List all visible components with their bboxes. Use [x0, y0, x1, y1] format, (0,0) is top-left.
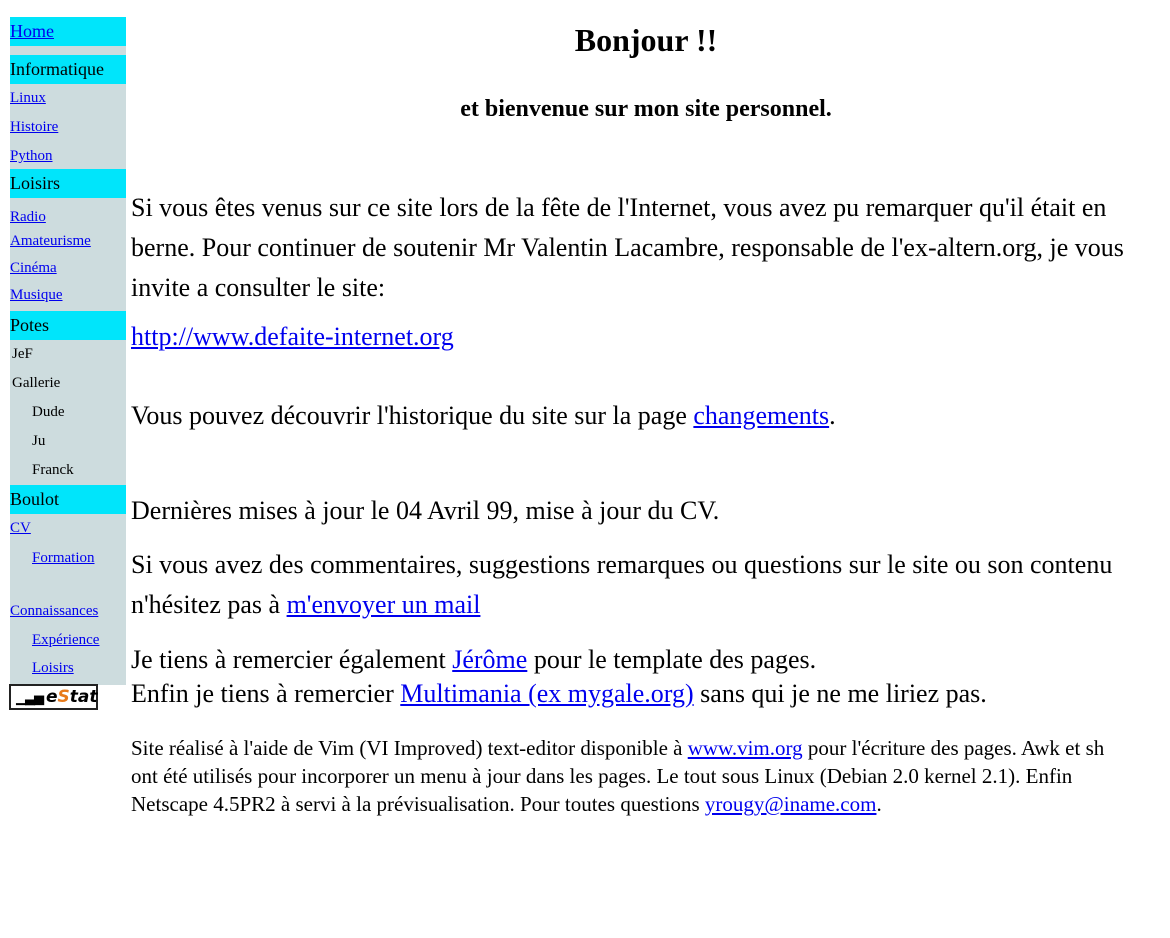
mail-link[interactable]: m'envoyer un mail	[286, 590, 481, 619]
sidebar-item-cinema[interactable]	[10, 254, 126, 283]
cv-link[interactable]: CV	[10, 520, 31, 536]
sidebar-section-loisirs: Loisirs	[10, 169, 126, 198]
jerome-link[interactable]: Jérôme	[452, 645, 528, 674]
sidebar-item-cv[interactable]	[10, 514, 126, 543]
connaissances-link[interactable]: Connaissances	[10, 603, 99, 619]
comments-paragraph	[131, 545, 1161, 625]
estat-badge[interactable]	[9, 684, 98, 710]
intro-paragraph: Si vous êtes venus sur ce site lors de la fête de l'Internet, vous avez pu remarquer qu'il était en berne. Pour continuer de soutenir Mr Valentin Lacambre, responsable de l'ex-altern.org, je vous invite a consulter le site:	[131, 193, 1124, 302]
thanks-suffix: pour le template des pages.	[527, 645, 817, 674]
thanks2-paragraph	[131, 674, 1161, 714]
formation-link[interactable]: Formation	[32, 550, 95, 566]
footer-suffix: .	[876, 792, 882, 816]
sidebar-item-amateurisme[interactable]	[10, 227, 126, 256]
thanks-text: Je tiens à remercier également	[131, 645, 453, 674]
cinema-link[interactable]: Cinéma	[10, 260, 57, 276]
email-link[interactable]: yrougy@iname.com	[704, 792, 877, 816]
defaite-paragraph	[131, 317, 1161, 357]
sidebar-section-informatique: Informatique	[10, 55, 126, 84]
experience-link[interactable]: Expérience	[32, 632, 100, 648]
sidebar-item-connaissances[interactable]	[10, 597, 126, 626]
python-link[interactable]: Python	[10, 148, 53, 164]
amateurisme-link[interactable]: Amateurisme	[10, 233, 91, 249]
sidebar-item-experience[interactable]	[10, 626, 126, 655]
loisirs-boulot-link[interactable]: Loisirs	[32, 660, 74, 676]
histoire-link[interactable]: Histoire	[10, 119, 59, 135]
home-link[interactable]: Home	[10, 21, 54, 41]
defaite-internet-link[interactable]: http://www.defaite-internet.org	[131, 322, 454, 351]
sidebar-item-ju: Ju	[32, 433, 46, 449]
vim-link[interactable]: www.vim.org	[687, 736, 803, 760]
sidebar-menu	[10, 17, 126, 685]
update-paragraph: Dernières mises à jour le 04 Avril 99, mise à jour du CV.	[131, 496, 720, 525]
footer-paragraph	[131, 734, 1131, 818]
footer-text: Site réalisé à l'aide de Vim (VI Improved) text-editor disponible à	[131, 736, 688, 760]
history-paragraph	[131, 396, 1161, 436]
thanks2-text: Enfin je tiens à remercier	[131, 679, 401, 708]
sidebar-item-gallerie: Gallerie	[12, 375, 61, 391]
bars-icon: ▁▃▅	[16, 691, 43, 706]
sidebar-item-jef: JeF	[12, 346, 33, 362]
sidebar-section-potes: Potes	[10, 311, 126, 340]
sidebar-item-dude: Dude	[32, 404, 65, 420]
estat-s: S	[57, 687, 70, 707]
history-suffix: .	[829, 401, 836, 430]
musique-link[interactable]: Musique	[10, 287, 63, 303]
sidebar-item-home[interactable]	[10, 17, 126, 46]
sidebar-item-python[interactable]	[10, 142, 126, 171]
sidebar-item-loisirs-boulot[interactable]	[10, 654, 126, 683]
estat-e: e	[46, 687, 58, 707]
radio-link[interactable]: Radio	[10, 209, 46, 225]
multimania-link[interactable]: Multimania (ex mygale.org)	[400, 679, 694, 708]
page-subtitle: et bienvenue sur mon site personnel.	[460, 96, 832, 122]
changements-link[interactable]: changements	[693, 401, 830, 430]
sidebar-item-formation[interactable]	[10, 544, 126, 573]
estat-tat: tat	[69, 687, 98, 707]
comments-text: Si vous avez des commentaires, suggestions remarques ou questions sur le site ou son contenu n'hésitez pas à	[131, 550, 1113, 619]
sidebar-item-musique[interactable]	[10, 281, 126, 310]
sidebar-item-franck: Franck	[32, 462, 74, 478]
sidebar-section-boulot: Boulot	[10, 485, 126, 514]
history-text: Vous pouvez découvrir l'historique du site sur la page	[131, 401, 694, 430]
sidebar-item-histoire[interactable]	[10, 113, 126, 142]
linux-link[interactable]: Linux	[10, 90, 46, 106]
footer-middle-text: pour l'écriture des pages. Awk et sh ont été utilisés pour incorporer un menu à jour dans les pages. Le tout sous Linux (Debian 2.0 kernel 2.1). Enfin Netscape 4.5PR2 à servi à la prévisualisation. Pour toutes questions	[131, 736, 1105, 816]
thanks2-suffix: sans qui je ne me liriez pas.	[693, 679, 987, 708]
sidebar-item-linux[interactable]	[10, 84, 126, 113]
page-title: Bonjour !!	[574, 22, 718, 58]
